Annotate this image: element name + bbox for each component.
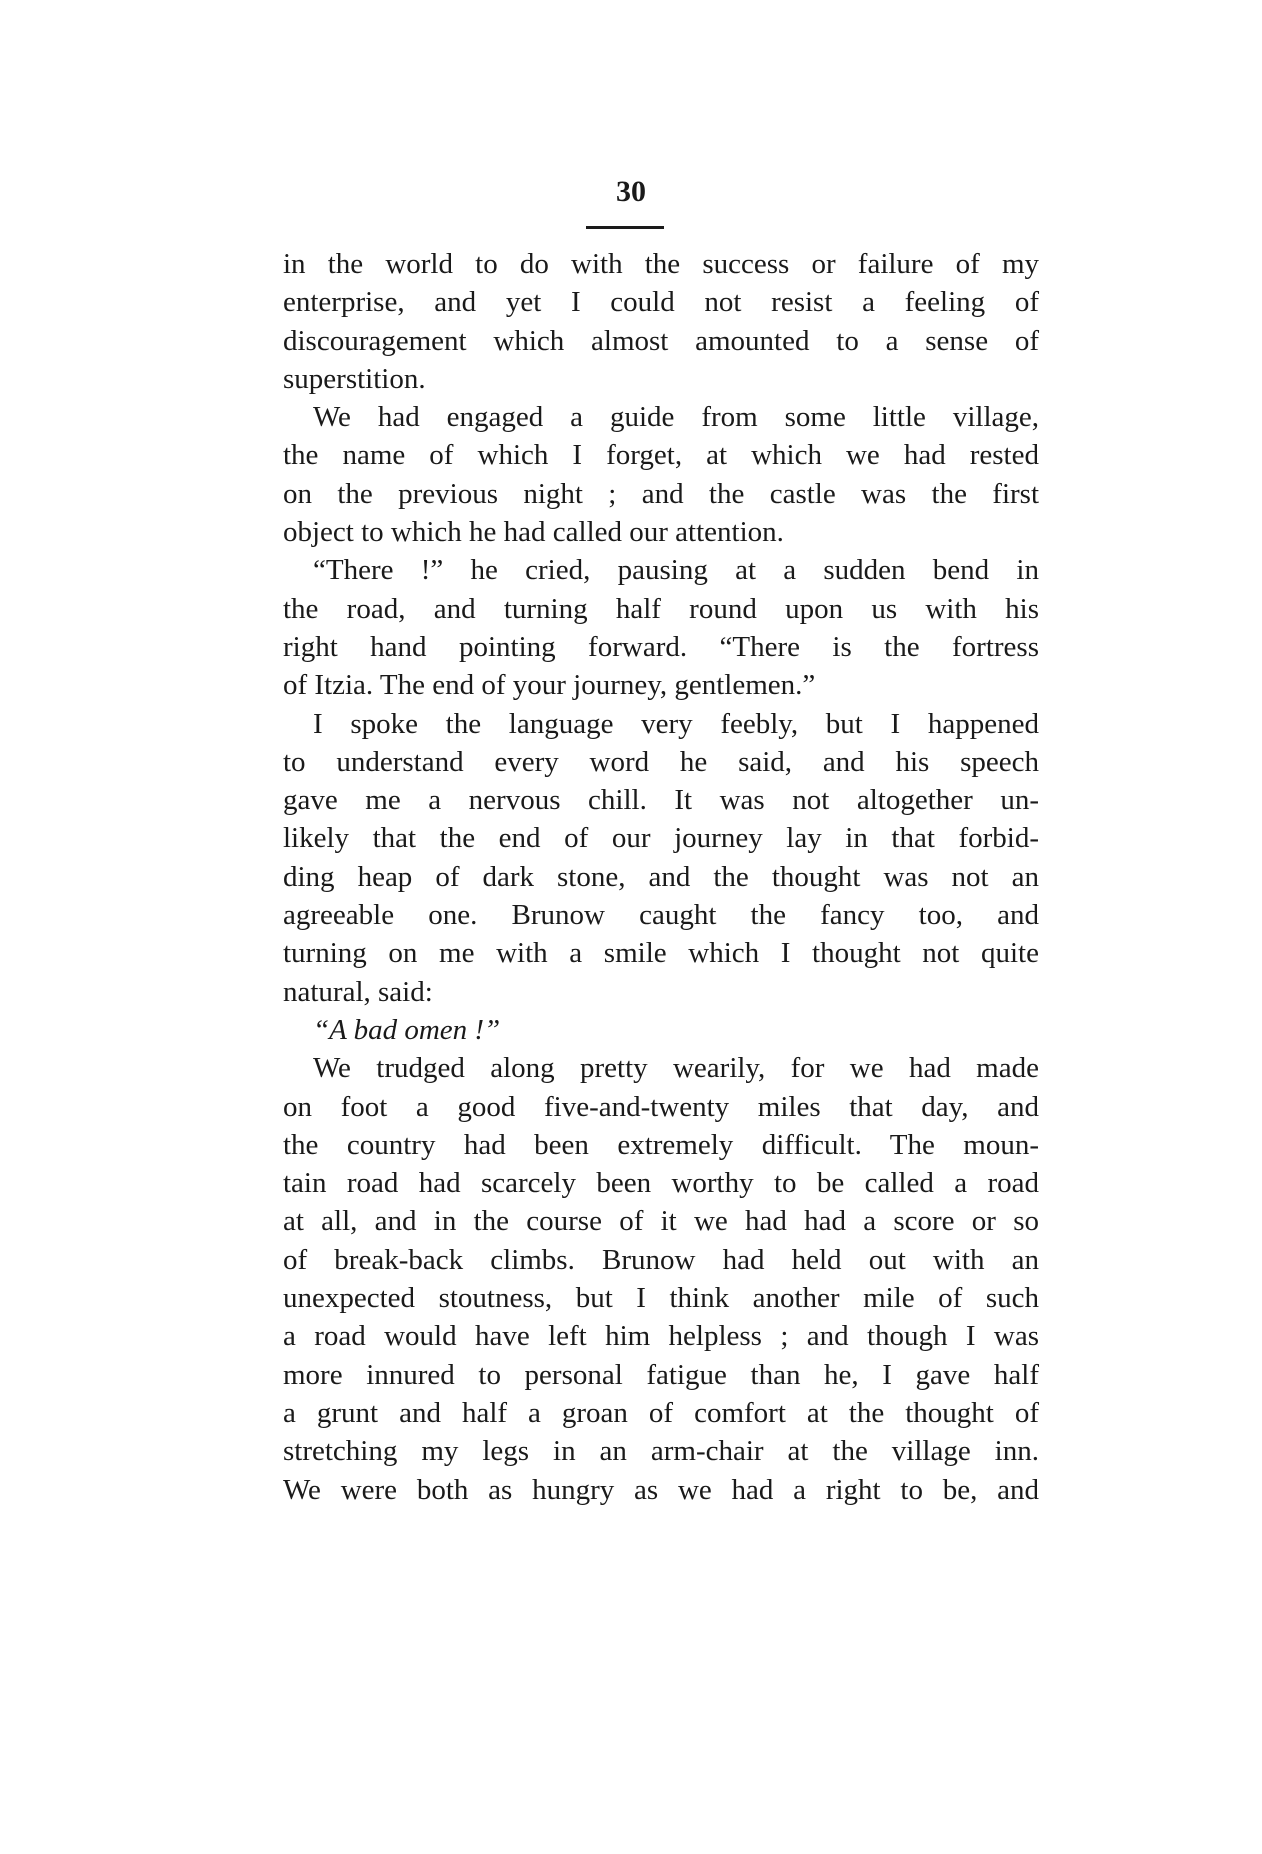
text-line: object to which he had called our attention. — [283, 516, 784, 549]
text-line: “A bad omen !” — [313, 1013, 501, 1046]
text-line: likely that the end of our journey lay in that forbid- — [283, 822, 1039, 855]
text-line: on the previous night ; and the castle was the first — [283, 477, 1039, 510]
text-line: the name of which I forget, at which we had rested — [283, 439, 1039, 472]
text-line: in the world to do with the success or failure of my — [283, 248, 1039, 280]
text-line: We trudged along pretty wearily, for we had made — [313, 1052, 1039, 1085]
text-line: natural, said: — [283, 975, 433, 1008]
text-line: ding heap of dark stone, and the thought was not an — [283, 860, 1039, 893]
text-line: I spoke the language very feebly, but I happened — [313, 707, 1039, 740]
text-line: at all, and in the course of it we had had a score or so — [283, 1205, 1039, 1238]
text-line: a road would have left him helpless ; and though I was — [283, 1320, 1039, 1353]
text-line: right hand pointing forward. “There is the fortress — [283, 630, 1039, 663]
text-line: We were both as hungry as we had a right to be, and — [283, 1473, 1039, 1506]
text-line: We had engaged a guide from some little village, — [313, 401, 1039, 434]
text-line: gave me a nervous chill. It was not altogether un- — [283, 784, 1039, 817]
text-line: the country had been extremely difficult. The moun- — [283, 1128, 1039, 1161]
text-line: discouragement which almost amounted to a sense of — [283, 324, 1039, 357]
text-line: a grunt and half a groan of comfort at the thought of — [283, 1396, 1039, 1429]
text-line: turning on me with a smile which I thought not quite — [283, 937, 1039, 970]
text-line: unexpected stoutness, but I think another mile of such — [283, 1282, 1039, 1315]
text-line: on foot a good five-and-twenty miles that day, and — [283, 1090, 1039, 1123]
body-text — [283, 245, 1039, 1509]
text-line: superstition. — [283, 362, 426, 395]
text-line: the road, and turning half round upon us with his — [283, 592, 1039, 625]
text-line: of break-back climbs. Brunow had held out with an — [283, 1243, 1039, 1276]
text-line: enterprise, and yet I could not resist a feeling of — [283, 286, 1039, 319]
text-line: “There !” he cried, pausing at a sudden bend in — [313, 554, 1039, 587]
text-line: to understand every word he said, and his speech — [283, 745, 1039, 778]
text-line: of Itzia. The end of your journey, gentlemen.” — [283, 669, 816, 702]
text-line: more innured to personal fatigue than he, I gave half — [283, 1358, 1039, 1391]
text-line: stretching my legs in an arm-chair at the village inn. — [283, 1435, 1039, 1468]
text-line: tain road had scarcely been worthy to be called a road — [283, 1167, 1039, 1200]
text-line: agreeable one. Brunow caught the fancy too, and — [283, 899, 1039, 932]
page-number: 30 — [616, 175, 646, 208]
header-rule — [586, 226, 664, 229]
